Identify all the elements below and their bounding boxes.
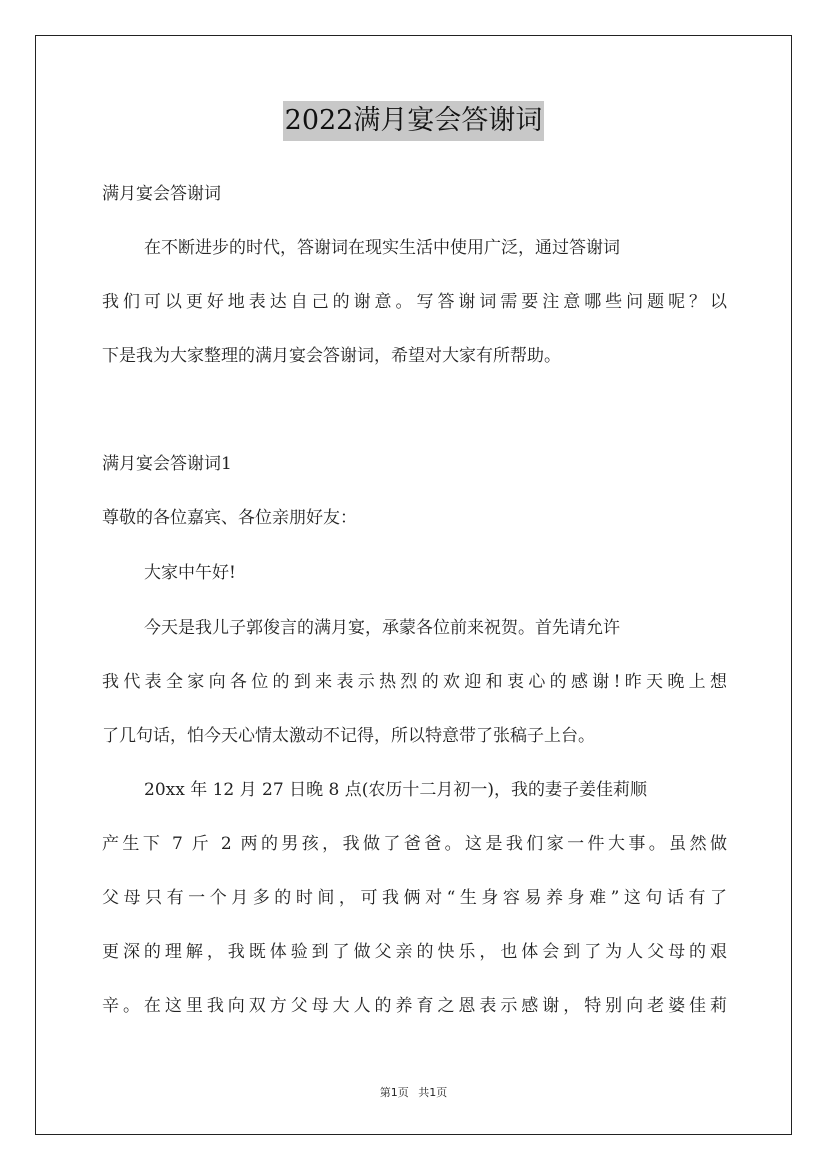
para1-line-3: 了几句话，怕今天心情太激动不记得，所以特意带了张稿子上台。 <box>102 726 595 746</box>
page-number: 第1页 <box>379 1086 409 1099</box>
para2-line-2: 产生下 7 斤 2 两的男孩，我做了爸爸。这是我们家一件大事。虽然做 <box>102 834 727 854</box>
salutation: 尊敬的各位嘉宾、各位亲朋好友： <box>102 508 357 528</box>
intro-line-2: 我们可以更好地表达自己的谢意。写答谢词需要注意哪些问题呢？以 <box>102 292 727 312</box>
subtitle: 满月宴会答谢词 <box>102 184 221 204</box>
page-footer <box>0 1084 827 1100</box>
intro-line-3: 下是我为大家整理的满月宴会答谢词，希望对大家有所帮助。 <box>102 346 561 366</box>
para1-line-1: 今天是我儿子郭俊言的满月宴，承蒙各位前来祝贺。首先请允许 <box>144 618 620 638</box>
para1-line-2: 我代表全家向各位的到来表示热烈的欢迎和衷心的感谢!昨天晚上想 <box>102 672 727 692</box>
section-heading: 满月宴会答谢词1 <box>102 454 232 474</box>
para2-line-3: 父母只有一个月多的时间，可我俩对“生身容易养身难”这句话有了 <box>102 888 727 908</box>
para2-line-5: 辛。在这里我向双方父母大人的养育之恩表示感谢，特别向老婆佳莉 <box>102 996 727 1016</box>
para2-line-1: 20xx 年 12 月 27 日晚 8 点(农历十二月初一)，我的妻子姜佳莉顺 <box>144 780 647 800</box>
para2-line-4: 更深的理解，我既体验到了做父亲的快乐，也体会到了为人父母的艰 <box>102 942 727 962</box>
page-total: 共1页 <box>418 1086 448 1099</box>
greeting: 大家中午好! <box>144 563 236 583</box>
document-title-text: 2022满月宴会答谢词 <box>283 101 545 141</box>
intro-line-1: 在不断进步的时代，答谢词在现实生活中使用广泛，通过答谢词 <box>144 238 620 258</box>
document-title <box>0 100 827 141</box>
